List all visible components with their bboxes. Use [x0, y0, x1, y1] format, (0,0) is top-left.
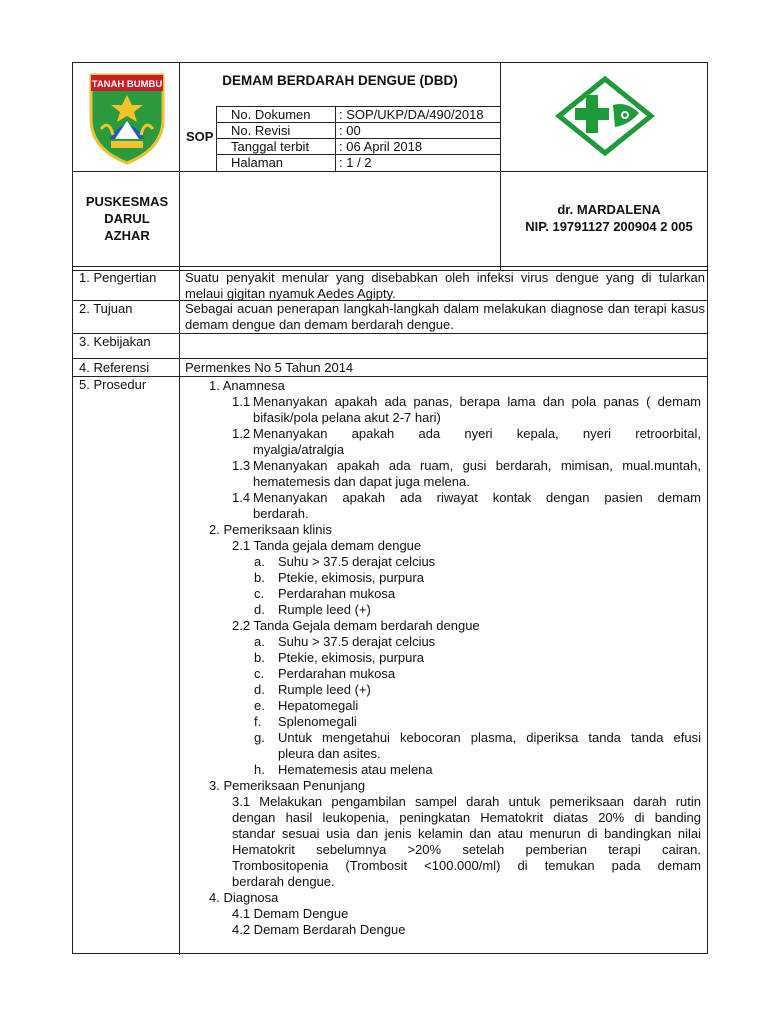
- list-item: Rumple leed (+): [278, 682, 371, 697]
- sub-heading: 2.1 Tanda gejala demam dengue: [232, 538, 422, 553]
- list-marker: b.: [254, 650, 265, 665]
- label-kebijakan: 3. Kebijakan: [79, 334, 151, 349]
- signer-nip: NIP. 19791127 200904 2 005: [525, 219, 693, 234]
- label-referensi: 4. Referensi: [79, 360, 150, 375]
- list-marker: c.: [254, 666, 265, 681]
- list-item: Untuk mengetahui kebocoran plasma, diperiksa tanda tanda efusi: [278, 730, 701, 745]
- item-line: Menanyakan apakah ada riwayat kontak dengan pasien demam: [253, 490, 701, 505]
- label-prosedur: 5. Prosedur: [79, 377, 147, 392]
- step-title: 2. Pemeriksaan klinis: [209, 522, 332, 537]
- label-pengertian: 1. Pengertian: [79, 270, 157, 285]
- list-item: Hepatomegali: [278, 698, 359, 713]
- step-title: 1. Anamnesa: [209, 378, 285, 393]
- tanah-bumbu-emblem: [85, 69, 169, 165]
- paragraph-line: Trombositopenia (Trombosit <100.000/ml) di temukan pada demam: [232, 858, 701, 873]
- paragraph-line: Hematokrit sebelumnya >20% setelah pemberian terapi cairan.: [232, 842, 701, 857]
- svg-text:TANAH BUMBU: TANAH BUMBU: [91, 79, 163, 90]
- item-line: berdarah.: [253, 506, 309, 521]
- list-marker: b.: [254, 570, 265, 585]
- text-tujuan: Sebagai acuan penerapan langkah-langkah dalam melakukan diagnose dan terapi kasus demam dengue dan demam berdarah dengue.: [185, 301, 705, 332]
- diagnosis-item: 4.1 Demam Dengue: [232, 906, 349, 921]
- row-line: [73, 266, 707, 267]
- paragraph-line: standar sesuai usia dan jenis kelamin dan atau menurun di bandingkan nilai: [232, 826, 701, 841]
- item-line: bifasik/pola pelana akut 2-7 hari): [253, 410, 441, 425]
- item-line: hematemesis dan dapat juga melena.: [253, 474, 470, 489]
- meta-label: No. Revisi: [231, 123, 291, 138]
- item-line: myalgia/atralgia: [253, 442, 345, 457]
- meta-value: : 06 April 2018: [339, 139, 423, 154]
- list-item: Suhu > 37.5 derajat celcius: [278, 634, 436, 649]
- puskesmas-name: [75, 193, 179, 244]
- item-number: 1.4: [232, 490, 251, 505]
- header-right-divider: [500, 63, 501, 270]
- list-item: Perdarahan mukosa: [278, 586, 396, 601]
- meta-value: : SOP/UKP/DA/490/2018: [339, 107, 484, 122]
- list-marker: c.: [254, 586, 265, 601]
- list-item: Ptekie, ekimosis, purpura: [278, 570, 424, 585]
- meta-label: No. Dokumen: [231, 107, 311, 122]
- list-marker: g.: [254, 730, 265, 745]
- list-item: Perdarahan mukosa: [278, 666, 396, 681]
- list-marker: a.: [254, 634, 265, 649]
- diagnosis-item: 4.2 Demam Berdarah Dengue: [232, 922, 406, 937]
- text-referensi: Permenkes No 5 Tahun 2014: [185, 360, 354, 375]
- meta-value: : 00: [339, 123, 361, 138]
- puskesmas-logo: [555, 75, 655, 157]
- paragraph-line: dengan hasil leukopenia, peningkatan Hematokrit diatas 20% di banding: [232, 810, 701, 825]
- list-item: Ptekie, ekimosis, purpura: [278, 650, 424, 665]
- row-line: [73, 358, 707, 359]
- list-marker: h.: [254, 762, 265, 777]
- puskesmas-name-line: DARUL: [104, 211, 150, 226]
- column-divider: [179, 63, 180, 955]
- label-tujuan: 2. Tujuan: [79, 301, 133, 316]
- puskesmas-name-line: AZHAR: [104, 228, 150, 243]
- list-marker: a.: [254, 554, 265, 569]
- step-title: 4. Diagnosa: [209, 890, 279, 905]
- item-line: Menanyakan apakah ada panas, berapa lama dan pola panas ( demam: [253, 394, 701, 409]
- item-number: 1.1: [232, 394, 251, 409]
- item-line: Menanyakan apakah ada ruam, gusi berdarah, mimisan, mual.muntah,: [253, 458, 701, 473]
- list-item: pleura dan asites.: [278, 746, 381, 761]
- meta-label: Halaman: [231, 155, 284, 170]
- list-item: Suhu > 37.5 derajat celcius: [278, 554, 436, 569]
- list-marker: e.: [254, 698, 265, 713]
- signature-block: [511, 201, 707, 235]
- puskesmas-name-line: PUSKESMAS: [85, 194, 169, 209]
- paragraph-line: berdarah dengue.: [232, 874, 335, 889]
- sop-document: [72, 62, 708, 954]
- list-item: Rumple leed (+): [278, 602, 371, 617]
- item-number: 1.3: [232, 458, 251, 473]
- row-line: [73, 376, 707, 377]
- text-pengertian: Suatu penyakit menular yang disebabkan oleh infeksi virus dengue yang di tularkan melaui gigitan nyamuk Aedes Agipty.: [185, 270, 705, 301]
- signer-name: dr. MARDALENA: [557, 202, 661, 217]
- list-marker: d.: [254, 682, 265, 697]
- list-marker: d.: [254, 602, 265, 617]
- list-marker: f.: [254, 714, 262, 729]
- row-line: [73, 333, 707, 334]
- meta-value: : 1 / 2: [339, 155, 372, 170]
- step-title: 3. Pemeriksaan Penunjang: [209, 778, 366, 793]
- item-line: Menanyakan apakah ada nyeri kepala, nyeri retroorbital,: [253, 426, 701, 441]
- item-number: 1.2: [232, 426, 251, 441]
- sop-label: SOP: [186, 129, 214, 144]
- paragraph-line: 3.1 Melakukan pengambilan sampel darah untuk pemeriksaan darah rutin: [232, 794, 701, 809]
- row-line: [73, 171, 707, 172]
- list-item: Hematemesis atau melena: [278, 762, 433, 777]
- meta-label: Tanggal terbit: [231, 139, 310, 154]
- document-title: DEMAM BERDARAH DENGUE (DBD): [222, 73, 458, 88]
- sub-heading: 2.2 Tanda Gejala demam berdarah dengue: [232, 618, 480, 633]
- list-item: Splenomegali: [278, 714, 357, 729]
